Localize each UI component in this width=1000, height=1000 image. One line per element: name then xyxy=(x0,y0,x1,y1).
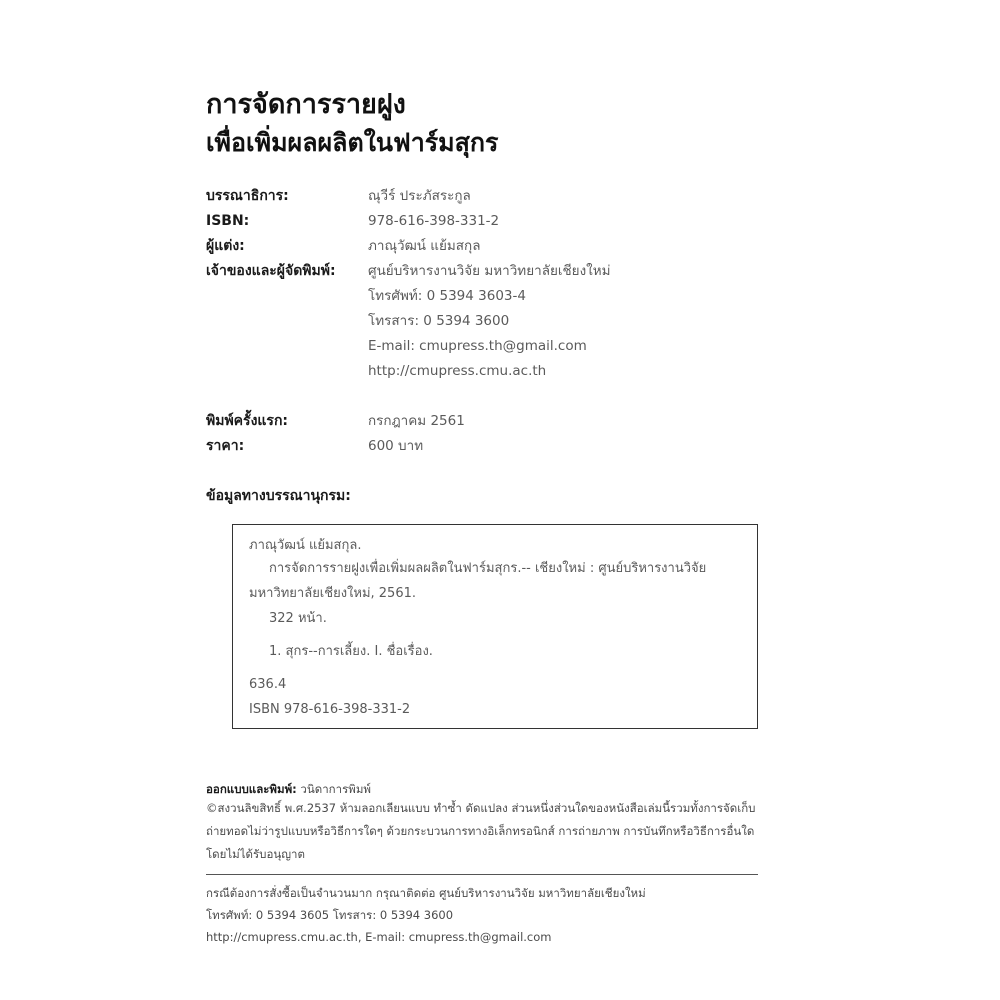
copyright-line-3: โดยไม่ได้รับอนุญาต xyxy=(206,847,305,861)
book-title-line-1: การจัดการรายฝูง xyxy=(206,89,406,120)
editor-value: ณุวีร์ ประภัสระกูล xyxy=(368,188,471,204)
price-label: ราคา: xyxy=(206,438,245,454)
first-print-label: พิมพ์ครั้งแรก: xyxy=(206,413,289,429)
order-phone-fax: โทรศัพท์: 0 5394 3605 โทรสาร: 0 5394 3600 xyxy=(206,908,454,922)
publisher-website: http://cmupress.cmu.ac.th xyxy=(368,363,547,379)
footer-divider xyxy=(206,874,758,875)
publisher-label: เจ้าของและผู้จัดพิมพ์: xyxy=(206,263,336,279)
copyright-line-2: ถ่ายทอดไม่ว่ารูปแบบหรือวิธีการใดๆ ด้วยกระบวนการทางอิเล็กทรอนิกส์ การถ่ายภาพ การบันทึกหรือวิธีการอื่นใด xyxy=(206,824,755,838)
catalog-author: ภาณุวัฒน์ แย้มสกุล. xyxy=(249,538,362,553)
order-contact-line: กรณีต้องการสั่งซื้อเป็นจำนวนมาก กรุณาติดต่อ ศูนย์บริหารงานวิจัย มหาวิทยาลัยเชียงใหม่ xyxy=(206,886,646,900)
order-web-email: http://cmupress.cmu.ac.th, E-mail: cmupress.th@gmail.com xyxy=(206,930,552,944)
publisher-fax: โทรสาร: 0 5394 3600 xyxy=(368,313,510,329)
book-title-line-2: เพื่อเพิ่มผลผลิตในฟาร์มสุกร xyxy=(206,128,499,157)
first-print-value: กรกฎาคม 2561 xyxy=(368,413,465,429)
catalog-title-statement: การจัดการรายฝูงเพื่อเพิ่มผลผลิตในฟาร์มสุกร.-- เชียงใหม่ : ศูนย์บริหารงานวิจัย xyxy=(269,561,707,576)
catalog-classification: 636.4 xyxy=(249,677,287,692)
publisher-email: E-mail: cmupress.th@gmail.com xyxy=(368,338,587,354)
author-value: ภาณุวัฒน์ แย้มสกุล xyxy=(368,238,481,254)
catalog-pages: 322 หน้า. xyxy=(269,611,327,626)
copyright-line-1: ©สงวนลิขสิทธิ์ พ.ศ.2537 ห้ามลอกเลียนแบบ ทำซ้ำ ดัดแปลง ส่วนหนึ่งส่วนใดของหนังสือเล่มนี้รวมทั้งการจัดเก็บ xyxy=(206,801,756,815)
author-label: ผู้แต่ง: xyxy=(206,238,245,254)
isbn-label: ISBN: xyxy=(206,213,250,229)
catalog-record-box xyxy=(232,524,758,729)
design-printing-line xyxy=(206,781,371,797)
price-value: 600 บาท xyxy=(368,438,424,454)
isbn-value: 978-616-398-331-2 xyxy=(368,213,500,229)
design-printing-value: วนิดาการพิมพ์ xyxy=(300,782,372,796)
catalog-subjects: 1. สุกร--การเลี้ยง. I. ชื่อเรื่อง. xyxy=(269,644,433,659)
catalog-heading: ข้อมูลทางบรรณานุกรม: xyxy=(206,488,351,504)
editor-label: บรรณาธิการ: xyxy=(206,188,289,204)
design-printing-label: ออกแบบและพิมพ์: xyxy=(206,782,297,796)
catalog-isbn: ISBN 978-616-398-331-2 xyxy=(249,702,411,717)
catalog-title-continuation: มหาวิทยาลัยเชียงใหม่, 2561. xyxy=(249,586,417,601)
publisher-name: ศูนย์บริหารงานวิจัย มหาวิทยาลัยเชียงใหม่ xyxy=(368,263,611,279)
publisher-phone: โทรศัพท์: 0 5394 3603-4 xyxy=(368,288,526,304)
